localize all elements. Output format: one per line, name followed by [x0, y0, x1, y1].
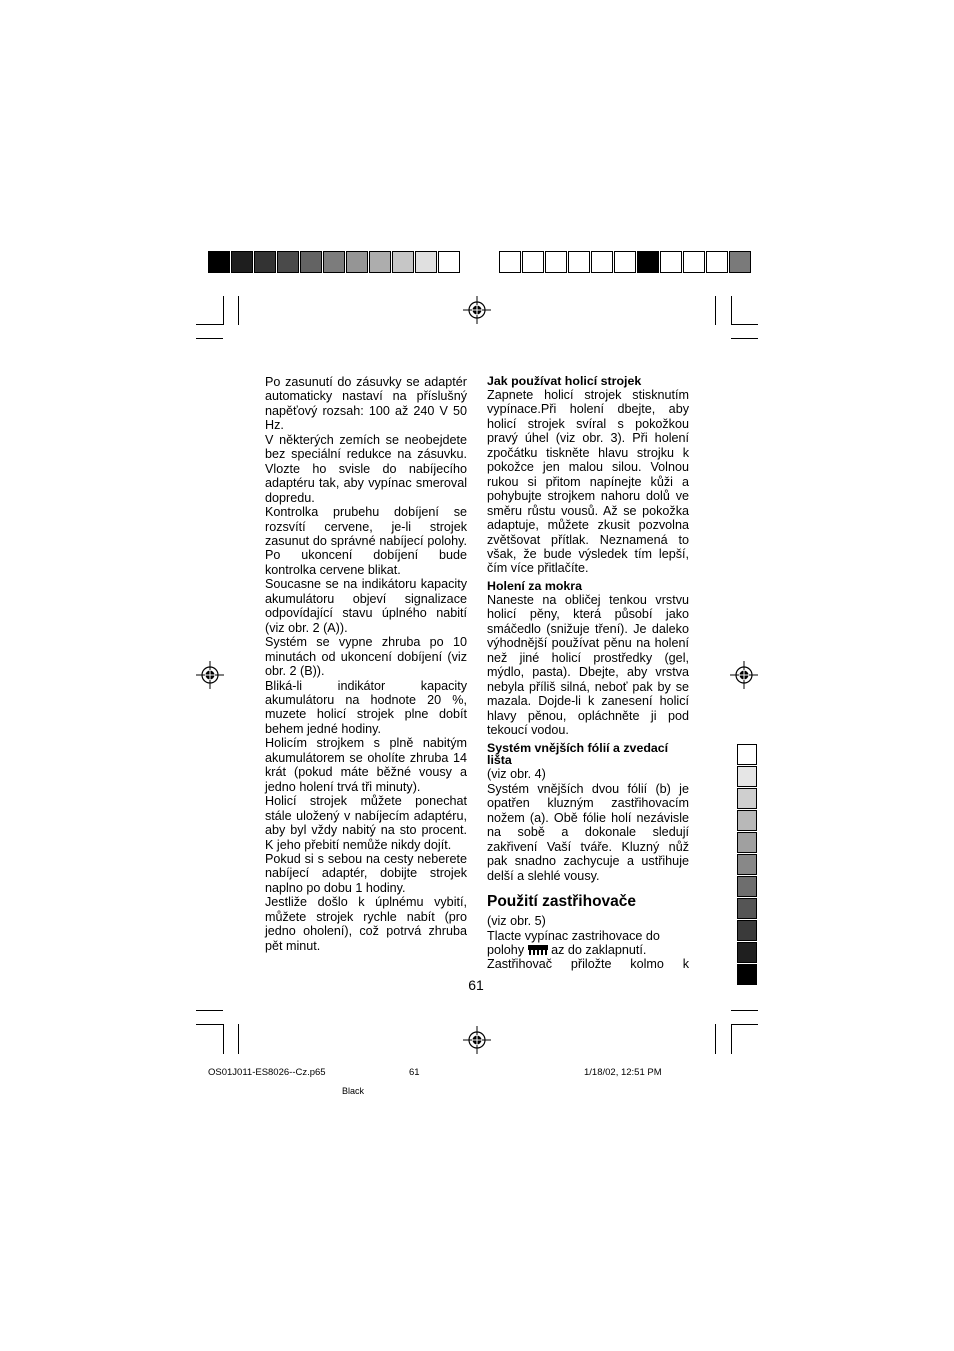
paragraph: Bliká-li indikátor kapacity akumulátoru na hodnote 20 %, muzete holicí strojek plne dobít behem jedné hodiny.: [265, 678, 467, 736]
footer-date: 1/18/02, 12:51 PM: [584, 1067, 662, 1078]
color-bar-side: [737, 744, 758, 986]
section-title-shaver-use: Jak používat holicí strojek: [487, 374, 642, 388]
page-number: 61: [468, 977, 484, 993]
color-swatch: [683, 251, 705, 273]
section-text: Zapnete holicí strojek stisknutím vypínace.Při holení dbejte, aby holicí strojek svíral s pokožkou pravý úhel (viz obr. 3). Při holení zpočátku tiskněte hlavu strojku k pokožce jen malou silou. Volnou rukou si přitom napínejte kůži a pohybujte strojkem nahoru dolů ve směru růstu vousů. Až se pokožka adaptuje, můžete zkusit pozvolna zvětšovat přítlak. Neznamená to však, že bude výsledek tím lepší, čím více přitlačíte.: [487, 388, 689, 576]
paragraph: Holicím strojkem s plně nabitým akumulátorem se oholíte zhruba 14 krát (pokud máte běžné vousy a jedno holení trvá tři minuty).: [265, 736, 467, 794]
color-swatch: [568, 251, 590, 273]
color-bar-top-right: [499, 251, 752, 273]
color-swatch: [614, 251, 636, 273]
section-title-wet-shaving: Holení za mokra: [487, 578, 583, 593]
registration-mark-icon: [463, 1026, 491, 1054]
color-swatch: [737, 876, 757, 897]
color-swatch: [369, 251, 391, 273]
registration-mark-icon: [463, 296, 491, 324]
section-text: Zastřihovač přiložte kolmo k: [487, 957, 689, 972]
color-bar-top-left: [208, 251, 461, 273]
color-swatch: [591, 251, 613, 273]
color-swatch: [392, 251, 414, 273]
text-fragment: az do zaklapnutí.: [551, 942, 647, 957]
color-swatch: [737, 832, 757, 853]
paragraph: Jestliže došlo k úplnému vybití, můžete strojek rychle nabít (pro jedno oholení), což potrvá zhruba pět minut.: [265, 895, 467, 953]
section-text: Systém vnějších dvou fólií (b) je opatřen kluzným zastřihovacím nožem (a). Obě fólie holí nezávisle na sobě a dokonale sledují zakřivení Vaší tváře. Kluzný nůž pak snadno zachycuje a ustřihuje delší a slehlé vousy.: [487, 781, 689, 883]
color-swatch: [706, 251, 728, 273]
color-swatch: [737, 788, 757, 809]
registration-mark-icon: [730, 661, 758, 689]
left-column: [265, 375, 467, 953]
footer-plate-color: Black: [342, 1086, 365, 1096]
paragraph: V některých zemích se neobejdete bez speciální redukce na zásuvku. Vlozte ho svisle do nabíjecího adaptéru tak, aby vypínac smeroval dopredu.: [265, 432, 467, 505]
paragraph: Pokud si s sebou na cesty neberete nabíjecí adaptér, dobijte strojek naplno po dobu 1 hodiny.: [265, 851, 467, 895]
color-swatch: [737, 854, 757, 875]
color-swatch: [323, 251, 345, 273]
color-swatch: [415, 251, 437, 273]
color-swatch: [637, 251, 659, 273]
paragraph: Systém se vypne zhruba po 10 minutách od ukoncení dobíjení (viz obr. 2 (B)).: [265, 635, 467, 679]
footer-page: 61: [409, 1067, 420, 1078]
figure-reference: (viz obr. 4): [487, 767, 546, 782]
color-swatch: [254, 251, 276, 273]
color-swatch: [729, 251, 751, 273]
color-swatch: [545, 251, 567, 273]
trimmer-position-icon: [528, 945, 548, 955]
paragraph: Kontrolka prubehu dobíjení se rozsvítí cervene, je-li strojek zasunut do správné nabíjecí polohy. Po ukoncení dobíjení bude kontrolka cervene blikat.: [265, 505, 467, 577]
color-swatch: [231, 251, 253, 273]
section-text: Naneste na obličej tenkou vrstvu holicí pěny, která působí jako smáčedlo (snižuje tření). Je daleko výhodnější používat pěnu na holení než jiné holicí prostředky (gel, mýdlo, pasta). Dbejte, aby vrstva nebyla příliš silná, neboť pak by se mazala. Dojde-li k zanesení holicí hlavy pěnou, opláchněte ji pod tekoucí vodou.: [487, 592, 689, 737]
color-swatch: [660, 251, 682, 273]
section-text: Tlacte vypínac zastrihovace do: [487, 928, 660, 943]
text-fragment: polohy: [487, 942, 525, 957]
section-heading-trimmer: Použití zastřihovače: [487, 893, 637, 911]
color-swatch: [499, 251, 521, 273]
color-swatch: [438, 251, 460, 273]
paragraph: Po zasunutí do zásuvky se adaptér automaticky nastaví na příslušný napěťový rozsah: 100 až 240 V 50 Hz.: [265, 375, 467, 433]
color-swatch: [346, 251, 368, 273]
color-swatch: [737, 942, 757, 963]
registration-mark-icon: [196, 661, 224, 689]
color-swatch: [208, 251, 230, 273]
footer-filename: OS01J011-ES8026--Cz.p65: [208, 1067, 326, 1078]
color-swatch: [737, 920, 757, 941]
color-swatch: [737, 810, 757, 831]
color-swatch: [522, 251, 544, 273]
right-column: [487, 375, 689, 972]
figure-reference: (viz obr. 5): [487, 914, 546, 929]
color-swatch: [737, 964, 757, 985]
color-swatch: [300, 251, 322, 273]
paragraph: Holicí strojek můžete ponechat stále uložený v nabíjecím adaptéru, aby byl vždy nabitý na sto procent. K jeho přebití nemůže nikdy dojít.: [265, 794, 467, 852]
color-swatch: [737, 898, 757, 919]
color-swatch: [737, 766, 757, 787]
color-swatch: [737, 744, 757, 765]
paragraph: Soucasne se na indikátoru kapacity akumulátoru objeví signalizace odpovídající stavu úplného nabití (viz obr. 2 (A)).: [265, 577, 467, 635]
color-swatch: [277, 251, 299, 273]
section-text: [487, 943, 689, 957]
section-title-foil-system: Systém vnějších fólií a zvedací lišta: [487, 741, 669, 768]
